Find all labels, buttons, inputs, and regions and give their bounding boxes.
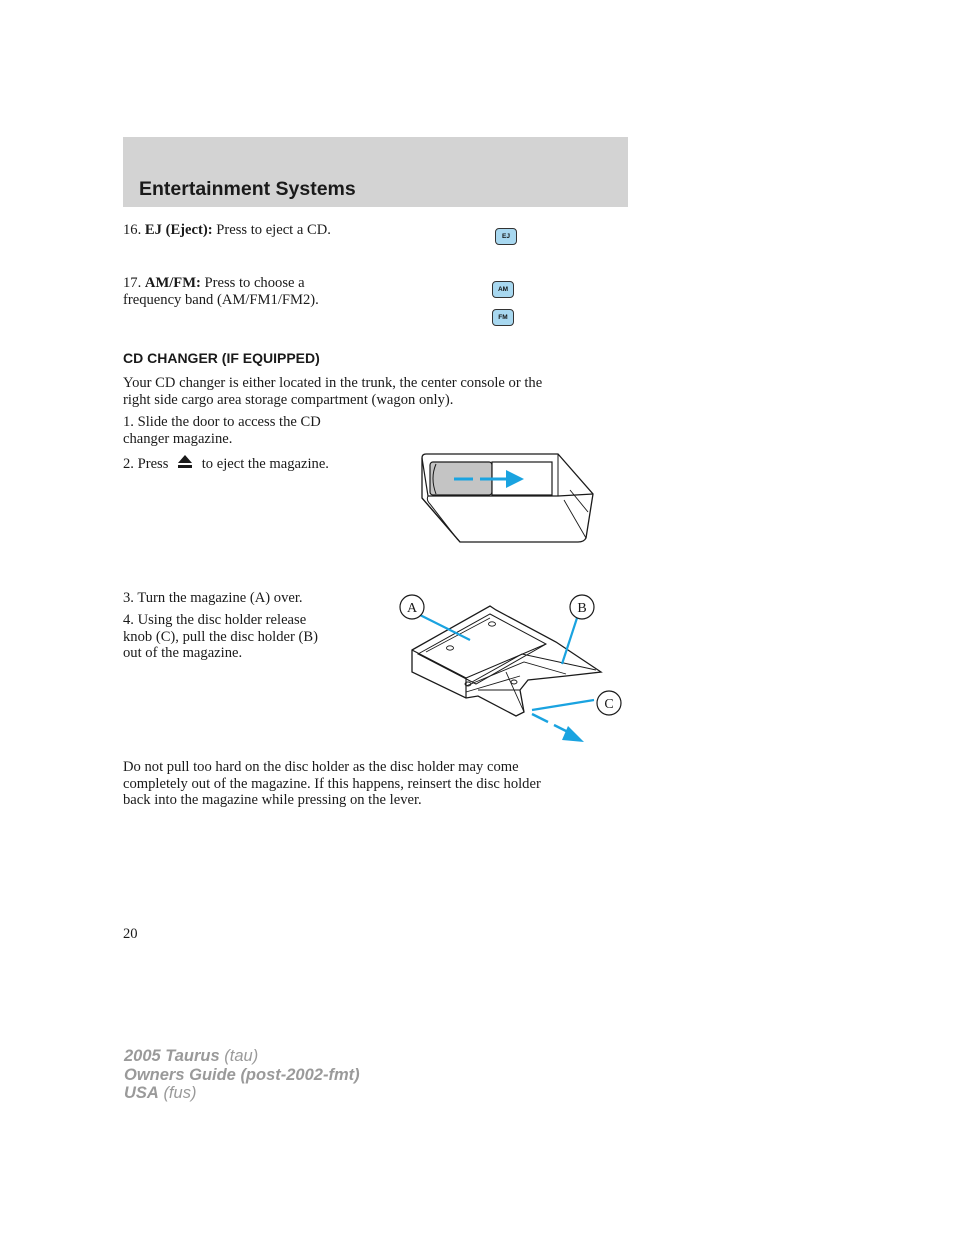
document-footer: 2005 Taurus (tau) Owners Guide (post-2002-fmt) USA (fus) bbox=[124, 1047, 360, 1102]
step-2: 2. Press to eject the magazine. bbox=[123, 456, 329, 472]
section-title: Entertainment Systems bbox=[139, 178, 356, 200]
cd-changer-intro: Your CD changer is either located in the trunk, the center console or the right side cargo area storage compartment (wagon only). bbox=[123, 375, 543, 408]
step-3: 3. Turn the magazine (A) over. bbox=[123, 590, 303, 606]
magazine-illustration bbox=[396, 592, 632, 748]
am-button-icon: AM bbox=[492, 281, 514, 298]
cd-changer-heading: CD CHANGER (IF EQUIPPED) bbox=[123, 350, 320, 366]
callout-c: C bbox=[604, 697, 614, 712]
callout-b: B bbox=[577, 601, 587, 616]
page-number: 20 bbox=[123, 926, 138, 942]
item-amfm: 17. AM/FM: Press to choose a frequency band (AM/FM1/FM2). bbox=[123, 275, 319, 308]
callout-a: A bbox=[406, 601, 418, 616]
step-1: 1. Slide the door to access the CD changer magazine. bbox=[123, 414, 321, 447]
step-4: 4. Using the disc holder release knob (C), pull the disc holder (B) out of the magazine. bbox=[123, 612, 318, 662]
fm-button-icon: FM bbox=[492, 309, 514, 326]
item-eject: 16. EJ (Eject): Press to eject a CD. bbox=[123, 222, 331, 238]
eject-icon bbox=[176, 454, 194, 474]
caution-paragraph: Do not pull too hard on the disc holder as the disc holder may come completely out of the magazine. If this happens, reinsert the disc holder back into the magazine while pressing on the lever. bbox=[123, 759, 541, 809]
eject-button-icon: EJ bbox=[495, 228, 517, 245]
cd-changer-illustration bbox=[418, 450, 600, 545]
